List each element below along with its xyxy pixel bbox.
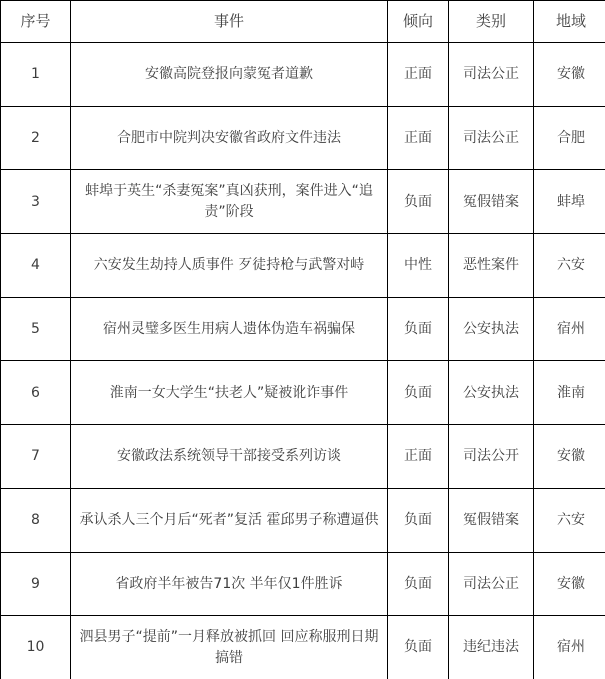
cell-tendency: 负面 xyxy=(388,297,449,361)
cell-category: 违纪违法 xyxy=(449,616,534,679)
cell-event: 承认杀人三个月后“死者”复活 霍邱男子称遭逼供 xyxy=(71,488,388,552)
table-row xyxy=(1,552,605,616)
table-row xyxy=(1,106,605,170)
table-row xyxy=(1,616,605,679)
cell-event: 泗县男子“提前”一月释放被抓回 回应称服刑日期搞错 xyxy=(71,616,388,679)
cell-tendency: 中性 xyxy=(388,234,449,298)
cell-region: 宿州 xyxy=(534,297,605,361)
cell-region: 蚌埠 xyxy=(534,170,605,234)
cell-serial: 7 xyxy=(1,425,71,489)
cell-event: 合肥市中院判决安徽省政府文件违法 xyxy=(71,106,388,170)
cell-tendency: 正面 xyxy=(388,43,449,107)
table-row xyxy=(1,361,605,425)
cell-serial: 8 xyxy=(1,488,71,552)
table-header xyxy=(1,1,605,43)
cell-event: 宿州灵璧多医生用病人遗体伪造车祸骗保 xyxy=(71,297,388,361)
cell-tendency: 负面 xyxy=(388,488,449,552)
table-row xyxy=(1,488,605,552)
cell-category: 司法公正 xyxy=(449,106,534,170)
cell-tendency: 负面 xyxy=(388,616,449,679)
table-row xyxy=(1,170,605,234)
cell-category: 司法公开 xyxy=(449,425,534,489)
cell-category: 冤假错案 xyxy=(449,170,534,234)
cell-event: 蚌埠于英生“杀妻冤案”真凶获刑，案件进入“追责”阶段 xyxy=(71,170,388,234)
cell-region: 合肥 xyxy=(534,106,605,170)
col-header-event: 事件 xyxy=(71,1,388,43)
col-header-category: 类别 xyxy=(449,1,534,43)
col-header-serial: 序号 xyxy=(1,1,71,43)
cell-category: 公安执法 xyxy=(449,361,534,425)
cell-serial: 3 xyxy=(1,170,71,234)
cell-region: 淮南 xyxy=(534,361,605,425)
cell-region: 宿州 xyxy=(534,616,605,679)
col-header-tendency: 倾向 xyxy=(388,1,449,43)
cell-tendency: 负面 xyxy=(388,552,449,616)
cell-region: 安徽 xyxy=(534,43,605,107)
cell-region: 安徽 xyxy=(534,425,605,489)
cell-event: 安徽政法系统领导干部接受系列访谈 xyxy=(71,425,388,489)
cell-region: 六安 xyxy=(534,234,605,298)
cell-region: 安徽 xyxy=(534,552,605,616)
cell-event: 安徽高院登报向蒙冤者道歉 xyxy=(71,43,388,107)
cell-category: 司法公正 xyxy=(449,552,534,616)
cell-serial: 10 xyxy=(1,616,71,679)
table-row xyxy=(1,425,605,489)
table-row xyxy=(1,297,605,361)
cell-category: 公安执法 xyxy=(449,297,534,361)
header-row xyxy=(1,1,605,43)
cell-category: 恶性案件 xyxy=(449,234,534,298)
col-header-region: 地域 xyxy=(534,1,605,43)
table-row xyxy=(1,43,605,107)
cell-category: 司法公正 xyxy=(449,43,534,107)
cell-tendency: 正面 xyxy=(388,106,449,170)
cell-tendency: 负面 xyxy=(388,361,449,425)
table-row xyxy=(1,234,605,298)
cell-event: 省政府半年被告71次 半年仅1件胜诉 xyxy=(71,552,388,616)
cell-serial: 1 xyxy=(1,43,71,107)
cell-serial: 2 xyxy=(1,106,71,170)
cell-tendency: 负面 xyxy=(388,170,449,234)
cell-serial: 4 xyxy=(1,234,71,298)
cell-event: 六安发生劫持人质事件 歹徒持枪与武警对峙 xyxy=(71,234,388,298)
cell-tendency: 正面 xyxy=(388,425,449,489)
cell-serial: 5 xyxy=(1,297,71,361)
cell-serial: 6 xyxy=(1,361,71,425)
cell-region: 六安 xyxy=(534,488,605,552)
cell-category: 冤假错案 xyxy=(449,488,534,552)
cell-event: 淮南一女大学生“扶老人”疑被讹诈事件 xyxy=(71,361,388,425)
cell-serial: 9 xyxy=(1,552,71,616)
table-body xyxy=(1,43,605,679)
